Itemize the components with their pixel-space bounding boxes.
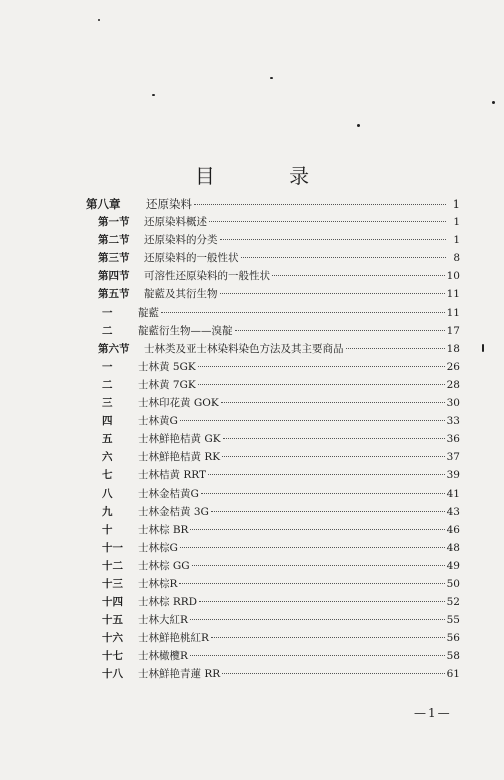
leader-dots — [211, 511, 445, 512]
toc-entry-page: 17 — [446, 324, 460, 337]
toc-entry-page: 28 — [446, 378, 460, 391]
toc-entry-page: 36 — [446, 433, 460, 446]
toc-entry-page: 37 — [446, 451, 460, 464]
leader-dots — [180, 420, 445, 421]
toc-entry-page: 56 — [446, 632, 460, 645]
toc-entry-page: 11 — [446, 288, 460, 301]
toc-entry-title: 士林黄G — [138, 415, 178, 428]
leader-dots — [211, 637, 445, 638]
toc-entry — [86, 341, 460, 359]
toc-entry-number: 六 — [102, 451, 113, 464]
toc-entry-page: 10 — [446, 270, 460, 283]
page-number: —1— — [414, 706, 452, 720]
leader-dots — [208, 474, 445, 475]
toc-entry-page: 26 — [446, 360, 460, 373]
leader-dots — [223, 438, 445, 439]
scan-speck — [357, 124, 360, 127]
toc-entry-page: 43 — [446, 505, 460, 518]
toc-entry-number: 十 — [102, 523, 113, 536]
toc-entry-title: 士林黄 5GK — [138, 360, 196, 373]
toc-entry-title: 还原染料概述 — [144, 216, 207, 229]
toc-entry-number: 第六节 — [98, 342, 130, 355]
toc-entry-title: 士林棕R — [138, 577, 178, 590]
scan-speck — [270, 77, 273, 79]
toc-entry — [86, 214, 460, 232]
toc-entry-title: 士林棕G — [138, 541, 178, 554]
toc-entry-page: 33 — [446, 415, 460, 428]
toc-entry-title: 士林鮮艳桔黄 RK — [138, 451, 221, 464]
toc-entry — [86, 486, 460, 504]
toc-entry — [86, 232, 460, 250]
toc-entry — [86, 540, 460, 558]
leader-dots — [194, 204, 446, 205]
leader-dots — [241, 257, 447, 258]
leader-dots — [180, 547, 445, 548]
leader-dots — [192, 565, 445, 566]
toc-entry-title: 还原染料的分类 — [144, 234, 218, 247]
toc-entry — [86, 377, 460, 395]
toc-entry-page: 1 — [452, 197, 460, 211]
scan-speck — [492, 101, 495, 104]
toc-entry-title: 士林橄欖R — [138, 650, 188, 663]
toc-entry-number: 十六 — [102, 632, 123, 645]
toc-entry-number: 三 — [102, 397, 113, 410]
toc-entry-number: 十二 — [102, 559, 123, 572]
scan-speck — [98, 19, 100, 21]
toc-entry-number: 九 — [102, 505, 113, 518]
toc-entry-number: 十三 — [102, 577, 123, 590]
leader-dots — [235, 330, 445, 331]
toc-entry-title: 还原染料的一般性状 — [144, 252, 239, 265]
toc-entry — [86, 250, 460, 268]
leader-dots — [161, 312, 445, 313]
toc-entry-number: 第五节 — [98, 288, 130, 301]
toc-entry-number: 第一节 — [98, 216, 130, 229]
leader-dots — [198, 366, 445, 367]
toc-entry-title: 可溶性还原染料的一般性状 — [144, 270, 270, 283]
page-title: 目 录 — [194, 164, 344, 188]
toc-entry — [86, 558, 460, 576]
toc-entry — [86, 268, 460, 286]
toc-entry-title: 还原染料 — [146, 197, 192, 211]
toc-entry-page: 11 — [446, 306, 460, 319]
toc-entry — [86, 648, 460, 666]
toc-entry-number: 五 — [102, 433, 113, 446]
toc-entry-page: 58 — [446, 650, 460, 663]
toc-entry-number: 十八 — [102, 668, 123, 681]
toc-entry — [86, 576, 460, 594]
toc-entry — [86, 286, 460, 304]
toc-entry — [86, 359, 460, 377]
toc-entry — [86, 467, 460, 485]
leader-dots — [346, 348, 445, 349]
toc-entry-page: 55 — [446, 614, 460, 627]
toc-entry-title: 士林鮮艳桔黄 GK — [138, 433, 221, 446]
leader-dots — [220, 293, 445, 294]
leader-dots — [222, 456, 445, 457]
toc-entry — [86, 431, 460, 449]
toc-entry — [86, 323, 460, 341]
toc-entry-page: 39 — [446, 469, 460, 482]
toc-entry — [86, 395, 460, 413]
toc-entry-number: 第四节 — [98, 270, 130, 283]
toc-entry — [86, 504, 460, 522]
toc-entry — [86, 630, 460, 648]
toc-entry-page: 41 — [446, 487, 460, 500]
toc-entry-number: 八 — [102, 487, 113, 500]
toc-entry-title: 士林类及亚士林染料染色方法及其主要商品 — [144, 342, 344, 355]
toc-entry-number: 七 — [102, 469, 113, 482]
toc-entry-page: 8 — [453, 252, 460, 265]
leader-dots — [220, 239, 447, 240]
toc-entry-page: 48 — [446, 541, 460, 554]
toc-entry — [86, 449, 460, 467]
leader-dots — [222, 673, 444, 674]
leader-dots — [190, 655, 445, 656]
toc-entry-number: 第三节 — [98, 252, 130, 265]
toc-entry-title: 靛藍衍生物——溴靛 — [138, 324, 233, 337]
toc-entry-title: 士林印花黄 GOK — [138, 397, 219, 410]
toc-entry-title: 士林大紅R — [138, 614, 188, 627]
toc-entry-page: 49 — [446, 559, 460, 572]
toc-entry-title: 士林金桔黄G — [138, 487, 199, 500]
leader-dots — [209, 221, 446, 222]
toc-entry-number: 第二节 — [98, 234, 130, 247]
toc-entry-number: 十一 — [102, 541, 123, 554]
toc-entry-number: 一 — [102, 360, 113, 373]
toc-entry-number: 十四 — [102, 596, 123, 609]
toc-entry-page: 1 — [453, 234, 460, 247]
leader-dots — [198, 384, 445, 385]
scan-speck — [482, 344, 484, 352]
leader-dots — [201, 493, 445, 494]
toc-entry — [86, 666, 460, 684]
leader-dots — [190, 529, 444, 530]
scan-speck — [152, 94, 155, 96]
toc-entry-page: 1 — [453, 216, 460, 229]
toc-entry-number: 第八章 — [86, 197, 121, 211]
toc-entry-page: 61 — [446, 668, 460, 681]
toc-entry-page: 30 — [446, 397, 460, 410]
leader-dots — [272, 275, 445, 276]
toc-entry-title: 士林桔黄 RRT — [138, 469, 206, 482]
toc-entry-number: 十五 — [102, 614, 123, 627]
toc-entry — [86, 612, 460, 630]
toc-entry-title: 靛藍 — [138, 306, 159, 319]
toc-entry — [86, 413, 460, 431]
toc-entry-title: 士林棕 BR — [138, 523, 189, 536]
toc-entry-title: 士林鮮艳青蓮 RR — [138, 668, 221, 681]
toc-entry-title: 士林鮮艳桃紅R — [138, 632, 209, 645]
toc-entry-title: 士林棕 RRD — [138, 596, 198, 609]
toc-entry-page: 50 — [446, 577, 460, 590]
toc-entry-page: 46 — [446, 523, 460, 536]
toc-entry-number: 四 — [102, 415, 113, 428]
toc-entry — [86, 522, 460, 540]
toc-entry-title: 士林棕 GG — [138, 559, 190, 572]
leader-dots — [190, 619, 445, 620]
toc-entry-title: 士林黄 7GK — [138, 378, 196, 391]
table-of-contents — [86, 196, 460, 685]
leader-dots — [179, 583, 444, 584]
toc-entry-title: 靛藍及其衍生物 — [144, 288, 218, 301]
toc-entry-page: 18 — [446, 342, 460, 355]
toc-entry-number: 二 — [102, 378, 113, 391]
toc-entry — [86, 594, 460, 612]
toc-entry-title: 士林金桔黄 3G — [138, 505, 209, 518]
leader-dots — [221, 402, 445, 403]
toc-entry-number: 一 — [102, 306, 113, 319]
leader-dots — [199, 601, 445, 602]
toc-entry-number: 二 — [102, 324, 113, 337]
toc-entry — [86, 305, 460, 323]
toc-entry-number: 十七 — [102, 650, 123, 663]
toc-entry-page: 52 — [446, 596, 460, 609]
toc-entry — [86, 196, 460, 214]
